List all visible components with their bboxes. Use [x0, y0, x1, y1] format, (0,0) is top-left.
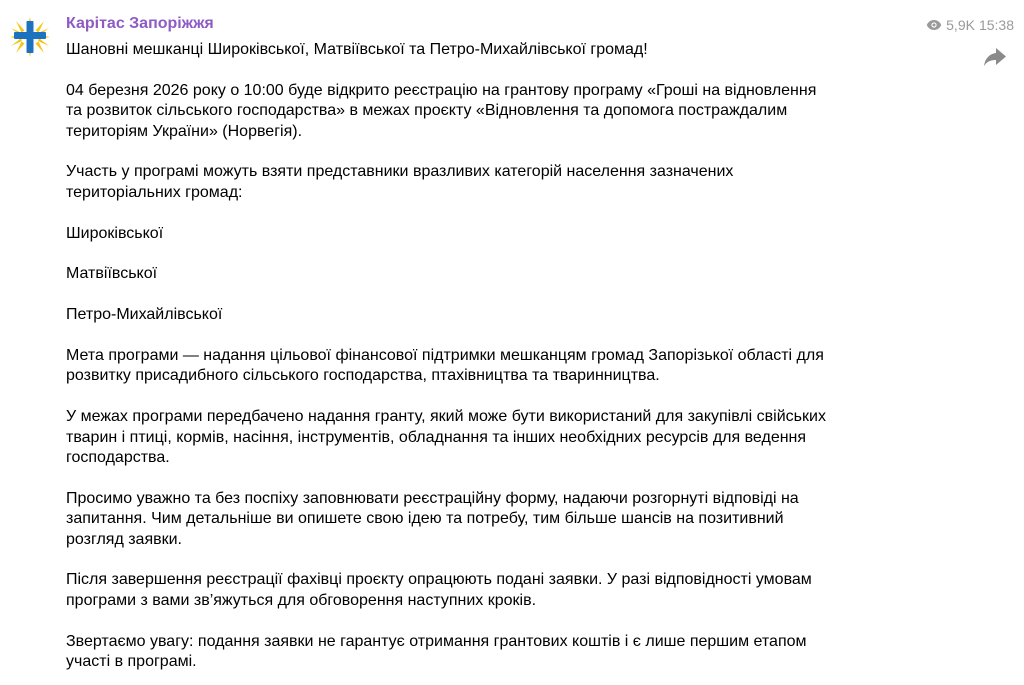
message-paragraph: Після завершення реєстрації фахівці проєкту опрацюють подані заявки. У разі відповідності умовам програми з вами зв’яжуться для обговорення наступних кроків.: [66, 571, 812, 609]
community-list-item: Широківської: [66, 224, 164, 242]
message-paragraph: Звертаємо увагу: подання заявки не гарантує отримання грантових коштів і є лише першим етапом участі в програмі.: [66, 632, 807, 671]
message-meta: [926, 17, 1014, 33]
eye-icon: [926, 19, 942, 31]
community-list-item: Петро-Михайлівської: [66, 306, 223, 324]
views-count: 5,9K: [946, 17, 975, 33]
message-paragraph: 04 березня 2026 року о 10:00 буде відкрито реєстрацію на грантову програму «Гроші на відновлення та розвиток сільського господарства» в межах проєкту «Відновлення та допомога постраждалим територіям України» (Норвегія).: [66, 81, 817, 140]
caritas-logo: [8, 15, 52, 59]
message-time: 15:38: [978, 17, 1014, 33]
message-paragraph: У межах програми передбачено надання гранту, який може бути використаний для закупівлі свійських тварин і птиці, кормів, насіння, інструментів, обладнання та інших необхідних ресурсів для ведення господарства.: [66, 408, 826, 467]
community-list-item: Матвіївської: [66, 265, 158, 283]
share-button[interactable]: [982, 46, 1008, 68]
message-paragraph: Мета програми — надання цільової фінансової підтримки мешканцям громад Запорізької області для розвитку присадибного сільського господарства, птахівництва та тваринництва.: [66, 347, 824, 385]
message-paragraph: Просимо уважно та без поспіху заповнювати реєстраційну форму, надаючи розгорнуті відповіді на запитання. Чим детальніше ви опишете свою ідею та потребу, тим більше шансів на позитивний розгляд заявки.: [66, 489, 799, 548]
channel-avatar[interactable]: [8, 15, 52, 59]
message-paragraph: Шановні мешканці Широківської, Матвіївської та Петро-Михайлівської громад!: [66, 41, 648, 58]
message-body: [66, 40, 926, 672]
message-paragraph: Участь у програмі можуть взяти представники вразливих категорій населення зазначених територіальних громад:: [66, 163, 734, 201]
channel-name[interactable]: Карітас Запоріжжя: [66, 15, 214, 32]
share-icon: [982, 46, 1008, 68]
